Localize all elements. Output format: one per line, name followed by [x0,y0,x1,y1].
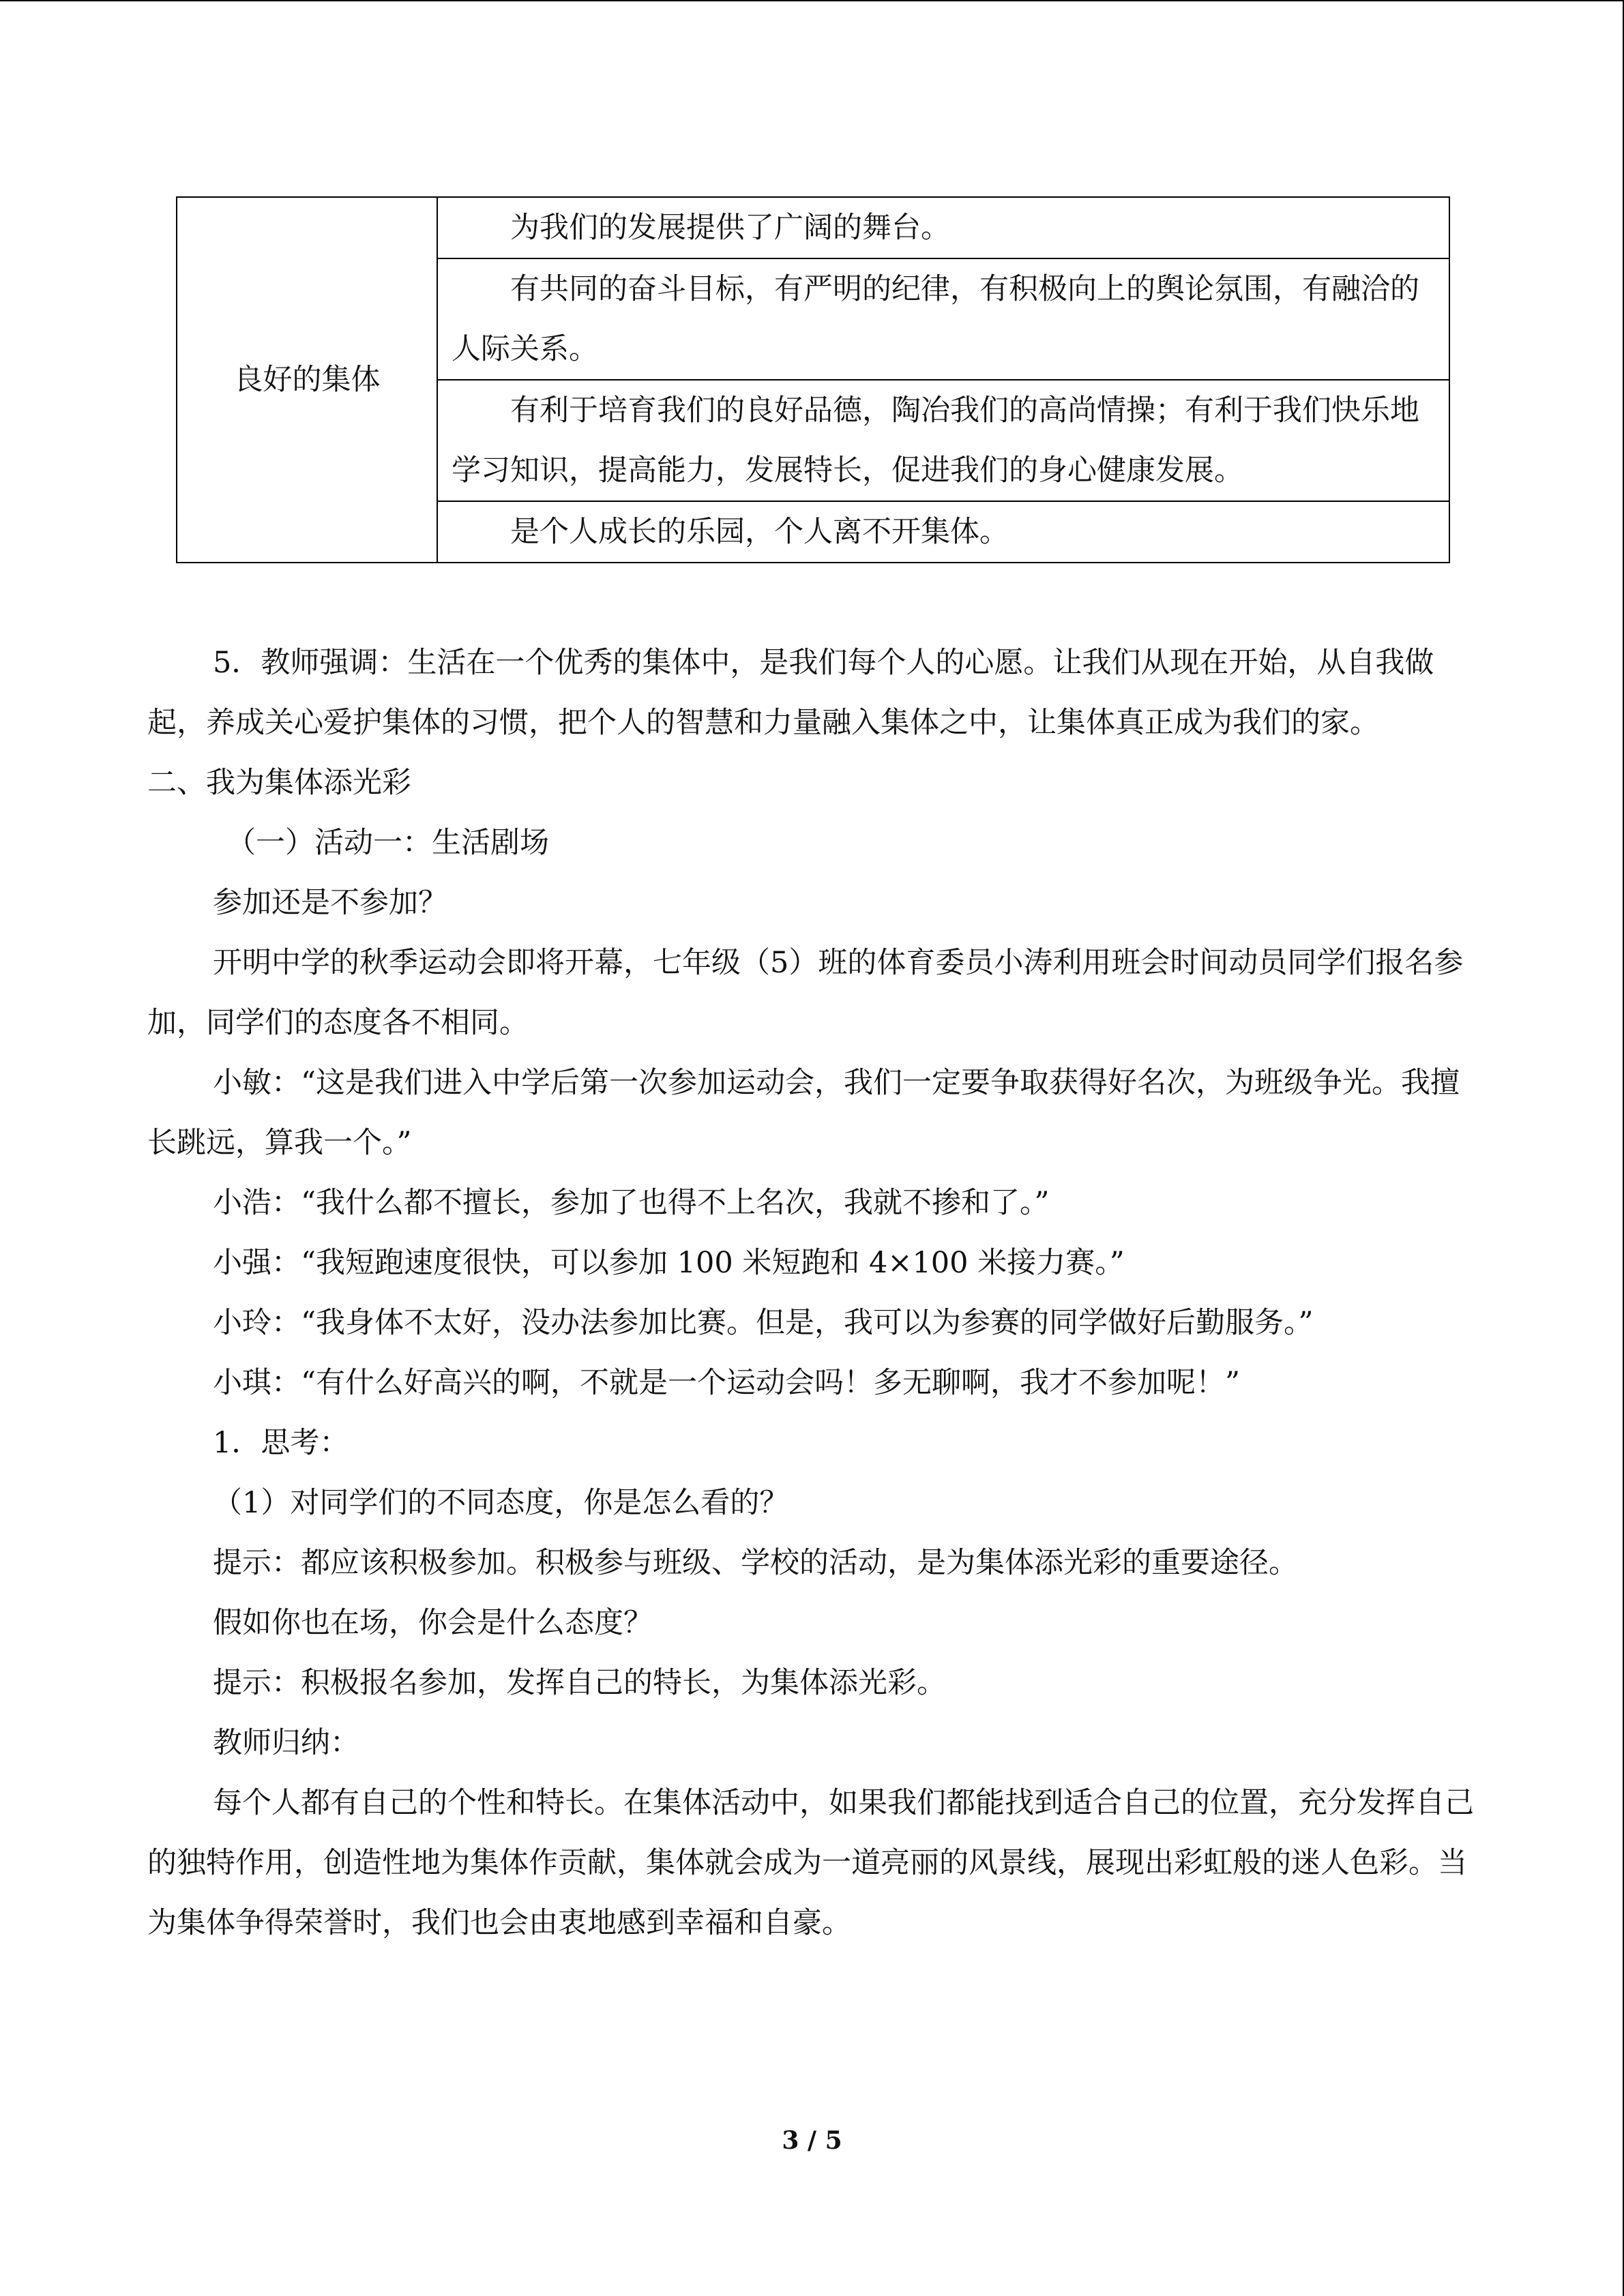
hint-1: 提示：都应该积极参加。积极参与班级、学校的活动，是为集体添光彩的重要途径。 [213,1546,1298,1580]
page-top-border [0,0,1624,1]
activity-heading: （一）活动一：生活剧场 [226,826,549,860]
dialogue-xiaomin: 小敏：“这是我们进入中学后第一次参加运动会，我们一定要争取获得好名次，为班级争光。我擅长跳远，算我一个。” [147,1066,1460,1160]
dialogue-xiaoqi: 小琪：“有什么好高兴的啊，不就是一个运动会吗！多无聊啊，我才不参加呢！” [213,1366,1240,1400]
dialogue-xiaoqiang: 小强：“我短跑速度很快，可以参加 100 米短跑和 4×100 米接力赛。” [213,1246,1125,1280]
paragraph-teacher-emphasis: 5．教师强调：生活在一个优秀的集体中，是我们每个人的心愿。让我们从现在开始，从自我做起，养成关心爱护集体的习惯，把个人的智慧和力量融入集体之中，让集体真正成为我们的家。 [147,646,1434,740]
table-cell: 是个人成长的乐园，个人离不开集体。 [437,501,1449,563]
question-1: （1）对同学们的不同态度，你是怎么看的？ [213,1486,789,1520]
summary-table [176,196,1450,563]
hint-2: 提示：积极报名参加，发挥自己的特长，为集体添光彩。 [213,1666,946,1700]
scenario-title: 参加还是不参加？ [213,886,447,920]
think-heading: 1．思考： [213,1426,349,1460]
table-cell: 有利于培育我们的良好品德，陶冶我们的高尚情操；有利于我们快乐地学习知识，提高能力，发展特长，促进我们的身心健康发展。 [437,380,1449,501]
dialogue-xiaoling: 小玲：“我身体不太好，没办法参加比赛。但是，我可以为参赛的同学做好后勤服务。” [213,1306,1314,1340]
teacher-summary-heading: 教师归纳： [213,1726,359,1760]
dialogue-xiaohao: 小浩：“我什么都不擅长，参加了也得不上名次，我就不掺和了。” [213,1186,1050,1220]
table-cell: 有共同的奋斗目标，有严明的纪律，有积极向上的舆论氛围，有融洽的人际关系。 [437,258,1449,380]
teacher-summary: 每个人都有自己的个性和特长。在集体活动中，如果我们都能找到适合自己的位置，充分发挥自己的独特作用，创造性地为集体作贡献，集体就会成为一道亮丽的风景线，展现出彩虹般的迷人色彩。当为集体争得荣誉时，我们也会由衷地感到幸福和自豪。 [147,1786,1474,1940]
question-2: 假如你也在场，你会是什么态度？ [213,1606,653,1640]
table-cell: 为我们的发展提供了广阔的舞台。 [437,197,1449,258]
body-text [147,633,1475,1953]
scenario-intro: 开明中学的秋季运动会即将开幕，七年级（5）班的体育委员小涛利用班会时间动员同学们报名参加，同学们的态度各不相同。 [147,946,1464,1040]
page-number: 3 / 5 [782,2126,842,2155]
table-label-cell: 良好的集体 [177,197,437,563]
table-row [177,197,1449,258]
section-heading: 二、我为集体添光彩 [147,766,411,800]
